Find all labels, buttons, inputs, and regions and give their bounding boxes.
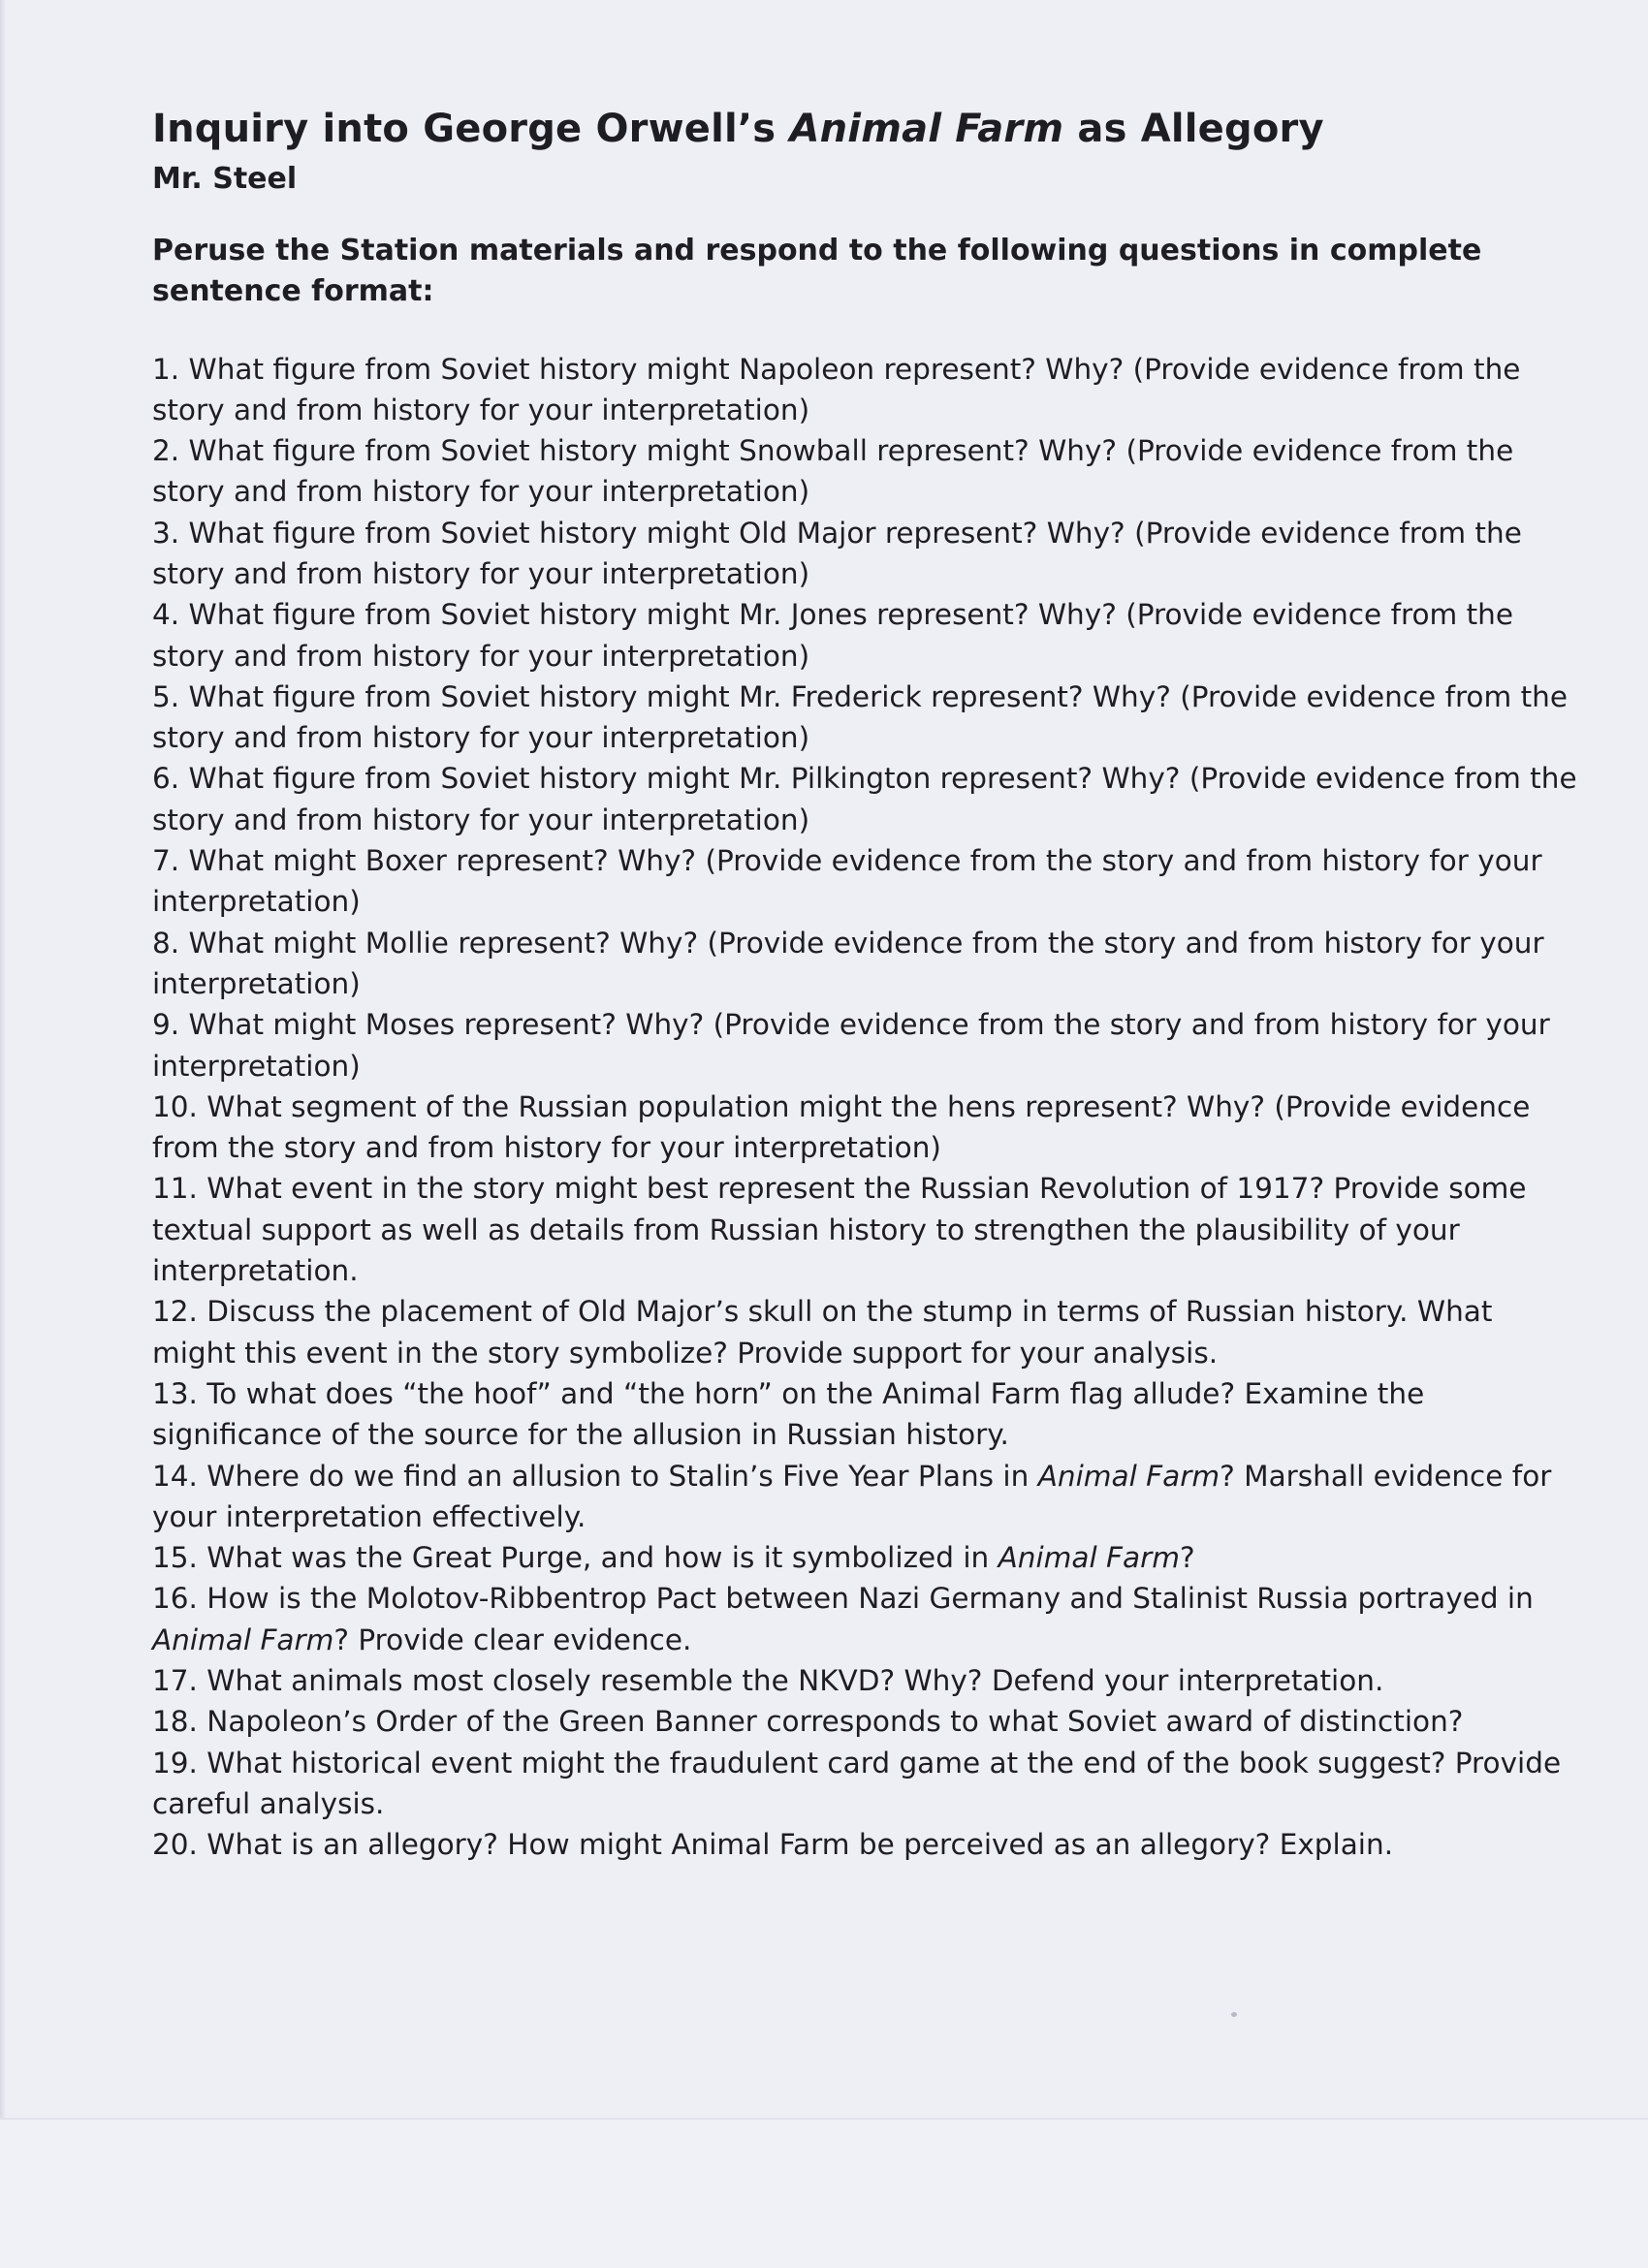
- question-item: [152, 1578, 1577, 1660]
- question-text: ?: [1179, 1541, 1195, 1575]
- scan-speck: [1231, 2012, 1237, 2017]
- question-text: 1. What figure from Soviet history might Napoleon represent? Why? (Provide evidence from the story and from history for your interpretation): [152, 352, 1521, 426]
- question-item: [152, 1537, 1577, 1578]
- question-item: [152, 758, 1577, 840]
- question-text: 16. How is the Molotov-Ribbentrop Pact between Nazi Germany and Stalinist Russia portrayed in: [152, 1582, 1534, 1616]
- book-title-reference: Animal Farm: [998, 1541, 1180, 1575]
- author-name: Mr. Steel: [152, 162, 298, 196]
- question-item: [152, 594, 1577, 677]
- question-text: 4. What figure from Soviet history might Mr. Jones represent? Why? (Provide evidence from the story and from history for your interpretation): [152, 598, 1514, 673]
- question-text: 7. What might Boxer represent? Why? (Provide evidence from the story and from history for your interpretation): [152, 844, 1542, 919]
- book-title-reference: Animal Farm: [1037, 1459, 1220, 1493]
- title-suffix: as Allegory: [1063, 107, 1324, 151]
- question-text: 15. What was the Great Purge, and how is it symbolized in: [152, 1541, 998, 1575]
- question-text: 20. What is an allegory? How might Animal Farm be perceived as an allegory? Explain.: [152, 1828, 1394, 1862]
- instructions: Peruse the Station materials and respond to the following questions in complete sentence format:: [152, 233, 1482, 308]
- question-item: [152, 1456, 1577, 1538]
- question-item: [152, 1087, 1577, 1169]
- question-text: 12. Discuss the placement of Old Major’s skull on the stump in terms of Russian history. What might this event in the story symbolize? Provide support for your analysis.: [152, 1295, 1493, 1370]
- question-text: 19. What historical event might the fraudulent card game at the end of the book suggest? Provide careful analysis.: [152, 1746, 1562, 1820]
- question-item: [152, 840, 1577, 923]
- question-text: 14. Where do we find an allusion to Stalin’s Five Year Plans in: [152, 1459, 1038, 1493]
- page-left-shadow: [0, 0, 6, 2118]
- question-text: 8. What might Mollie represent? Why? (Provide evidence from the story and from history for your interpretation): [152, 926, 1544, 1000]
- question-text: 6. What figure from Soviet history might Mr. Pilkington represent? Why? (Provide evidence from the story and from history for your interpretation): [152, 762, 1577, 836]
- question-list: [152, 349, 1577, 1866]
- question-text: 9. What might Moses represent? Why? (Provide evidence from the story and from history for your interpretation): [152, 1008, 1550, 1083]
- question-text: ? Provide clear evidence.: [333, 1622, 692, 1656]
- title-book-name: Animal Farm: [789, 107, 1064, 151]
- document-content: [152, 105, 1577, 1865]
- question-text: 17. What animals most closely resemble the NKVD? Why? Defend your interpretation.: [152, 1664, 1384, 1697]
- question-text: ? Marshall evidence for your interpretation effectively.: [152, 1459, 1552, 1533]
- question-item: [152, 677, 1577, 759]
- question-item: [152, 430, 1577, 513]
- question-item: [152, 1291, 1577, 1373]
- document-title: [152, 105, 1577, 153]
- question-item: [152, 1660, 1577, 1701]
- question-item: [152, 1743, 1577, 1825]
- question-item: [152, 1824, 1577, 1865]
- question-item: [152, 349, 1577, 431]
- question-item: [152, 1168, 1577, 1291]
- question-text: 18. Napoleon’s Order of the Green Banner corresponds to what Soviet award of distinction?: [152, 1705, 1464, 1739]
- question-text: 13. To what does “the hoof” and “the horn” on the Animal Farm flag allude? Examine the significance of the source for the allusion in Russian history.: [152, 1376, 1425, 1452]
- question-text: 11. What event in the story might best represent the Russian Revolution of 1917? Provide some textual support as well as details from Russian history to strengthen the plausibility of your interpretation.: [152, 1172, 1527, 1288]
- question-text: 10. What segment of the Russian population might the hens represent? Why? (Provide evidence from the story and from history for your interpretation): [152, 1089, 1531, 1165]
- question-item: [152, 923, 1577, 1005]
- question-item: [152, 1004, 1577, 1087]
- question-item: [152, 513, 1577, 595]
- question-text: 5. What figure from Soviet history might Mr. Frederick represent? Why? (Provide evidence from the story and from history for your interpretation): [152, 679, 1569, 755]
- question-text: 3. What figure from Soviet history might Old Major represent? Why? (Provide evidence from the story and from history for your interpretation): [152, 516, 1522, 590]
- page-bottom-edge: [0, 2118, 1648, 2120]
- question-item: [152, 1373, 1577, 1456]
- question-item: [152, 1701, 1577, 1742]
- title-prefix: Inquiry into George Orwell’s: [152, 107, 790, 151]
- book-title-reference: Animal Farm: [152, 1622, 334, 1656]
- question-text: 2. What figure from Soviet history might Snowball represent? Why? (Provide evidence from the story and from history for your interpretation): [152, 434, 1514, 509]
